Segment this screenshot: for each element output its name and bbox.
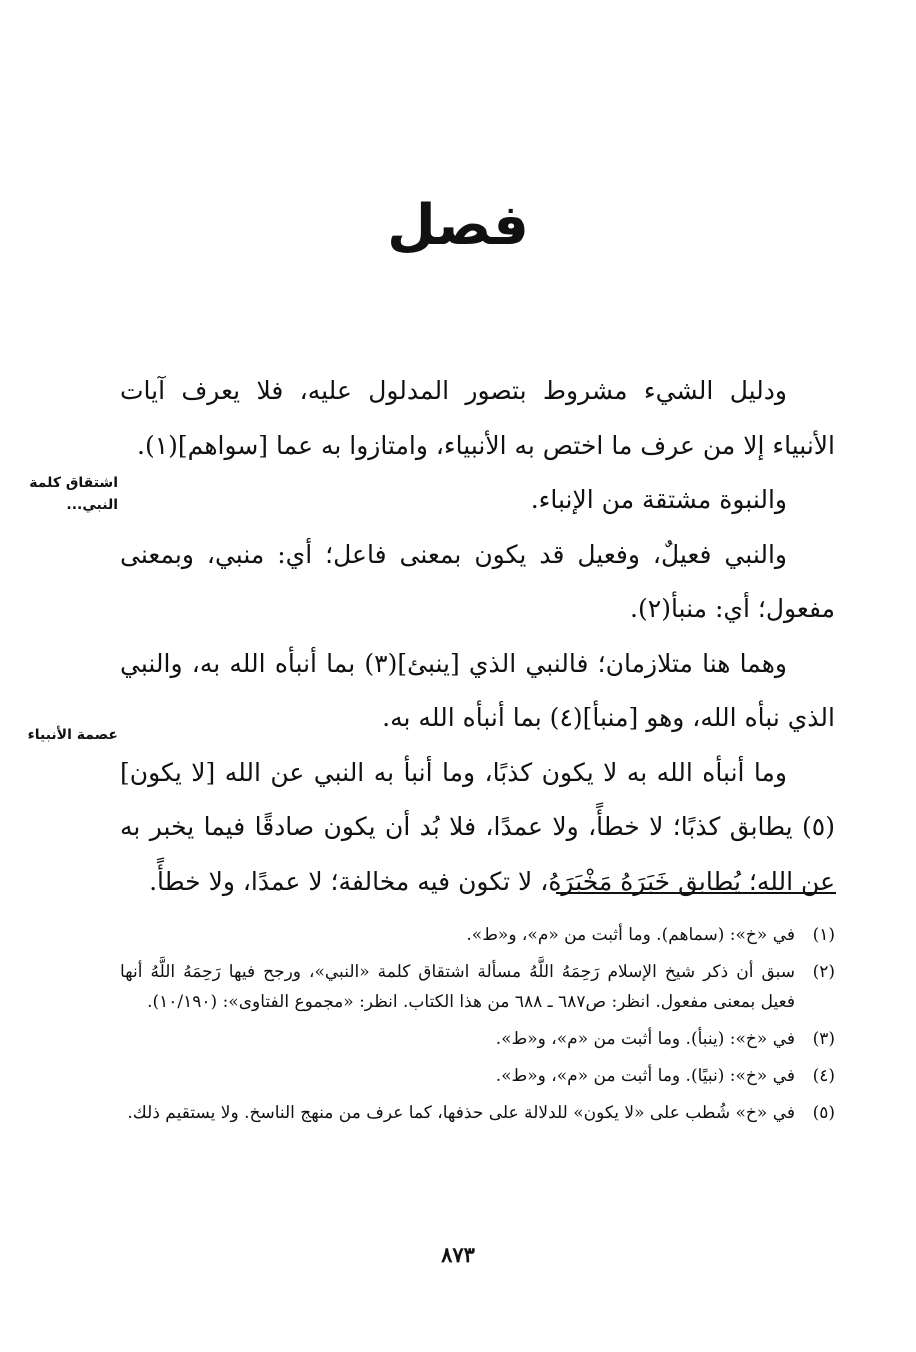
footnote-text: في «خ»: (نبيًا). وما أثبت من «م»، و«ط». — [495, 1066, 795, 1086]
footnote-number: (١) — [812, 925, 835, 945]
footnote-text: سبق أن ذكر شيخ الإسلام رَحِمَهُ اللَّهُ مسألة اشتقاق كلمة «النبي»، ورجح فيها رَحِمَهُ اللَّهُ أنها فعيل بمعنى مفعول. انظر: ص٦٨٧ ـ ٦٨٨ من هذا الكتاب. انظر: «مجموع الفتاوى»: (١٠/١٩٠). — [120, 962, 795, 1012]
margin-note-prophets-infallibility: عصمة الأنبياء — [27, 727, 118, 743]
footnote — [120, 920, 835, 950]
footnote-text: في «خ» شُطب على «لا يكون» للدلالة على حذفها، كما عرف من منهج الناسخ. ولا يستقيم ذلك. — [127, 1103, 795, 1123]
footnotes — [120, 920, 835, 1135]
footnote-number: (٥) — [812, 1103, 835, 1123]
page-number: ٨٧٣ — [441, 1242, 475, 1267]
margin-note-line: النبي... — [66, 497, 118, 513]
margin-note-line: اشتقاق كلمة — [29, 475, 118, 491]
footnote-number: (٤) — [812, 1066, 835, 1086]
paragraph-2: والنبوة مشتقة من الإنباء. — [530, 485, 787, 514]
footnote-divider — [556, 892, 836, 894]
paragraph-4: وهما هنا متلازمان؛ فالنبي الذي [ينبئ](٣) بما أنبأه الله به، والنبي الذي نبأه الله، وهو [منبأ](٤) بما أنبأه الله به. — [120, 648, 835, 732]
footnote — [120, 957, 835, 1017]
footnote-number: (٣) — [812, 1029, 835, 1049]
footnote — [120, 1098, 835, 1128]
section-heading: فصل — [387, 193, 529, 258]
paragraph-5: وما أنبأه الله به لا يكون كذبًا، وما أنبأ به النبي عن الله [لا يكون](٥) يطابق كذبًا؛ لا خطأً، ولا عمدًا، فلا بُد أن يكون صادقًا فيما يخبر به عن الله؛ يُطابق خَبَرَهُ مَخْبَرَهُ، لا تكون فيه مخالفة؛ لا عمدًا، ولا خطأً. — [120, 757, 835, 896]
paragraph-3: والنبي فعيلٌ، وفعيل قد يكون بمعنى فاعل؛ أي: منبي، وبمعنى مفعول؛ أي: منبأ(٢). — [120, 539, 835, 623]
main-text — [120, 364, 835, 909]
margin-note-nabi-derivation — [8, 472, 118, 516]
footnote-text: في «خ»: (سماهم). وما أثبت من «م»، و«ط». — [466, 925, 795, 945]
footnote — [120, 1024, 835, 1054]
footnote — [120, 1061, 835, 1091]
footnote-number: (٢) — [812, 962, 835, 982]
footnote-text: في «خ»: (ينبأ). وما أثبت من «م»، و«ط». — [495, 1029, 795, 1049]
paragraph-1: ودليل الشيء مشروط بتصور المدلول عليه، فلا يعرف آيات الأنبياء إلا من عرف ما اختص به الأنبياء، وامتازوا به عما [سواهم](١). — [120, 376, 835, 460]
